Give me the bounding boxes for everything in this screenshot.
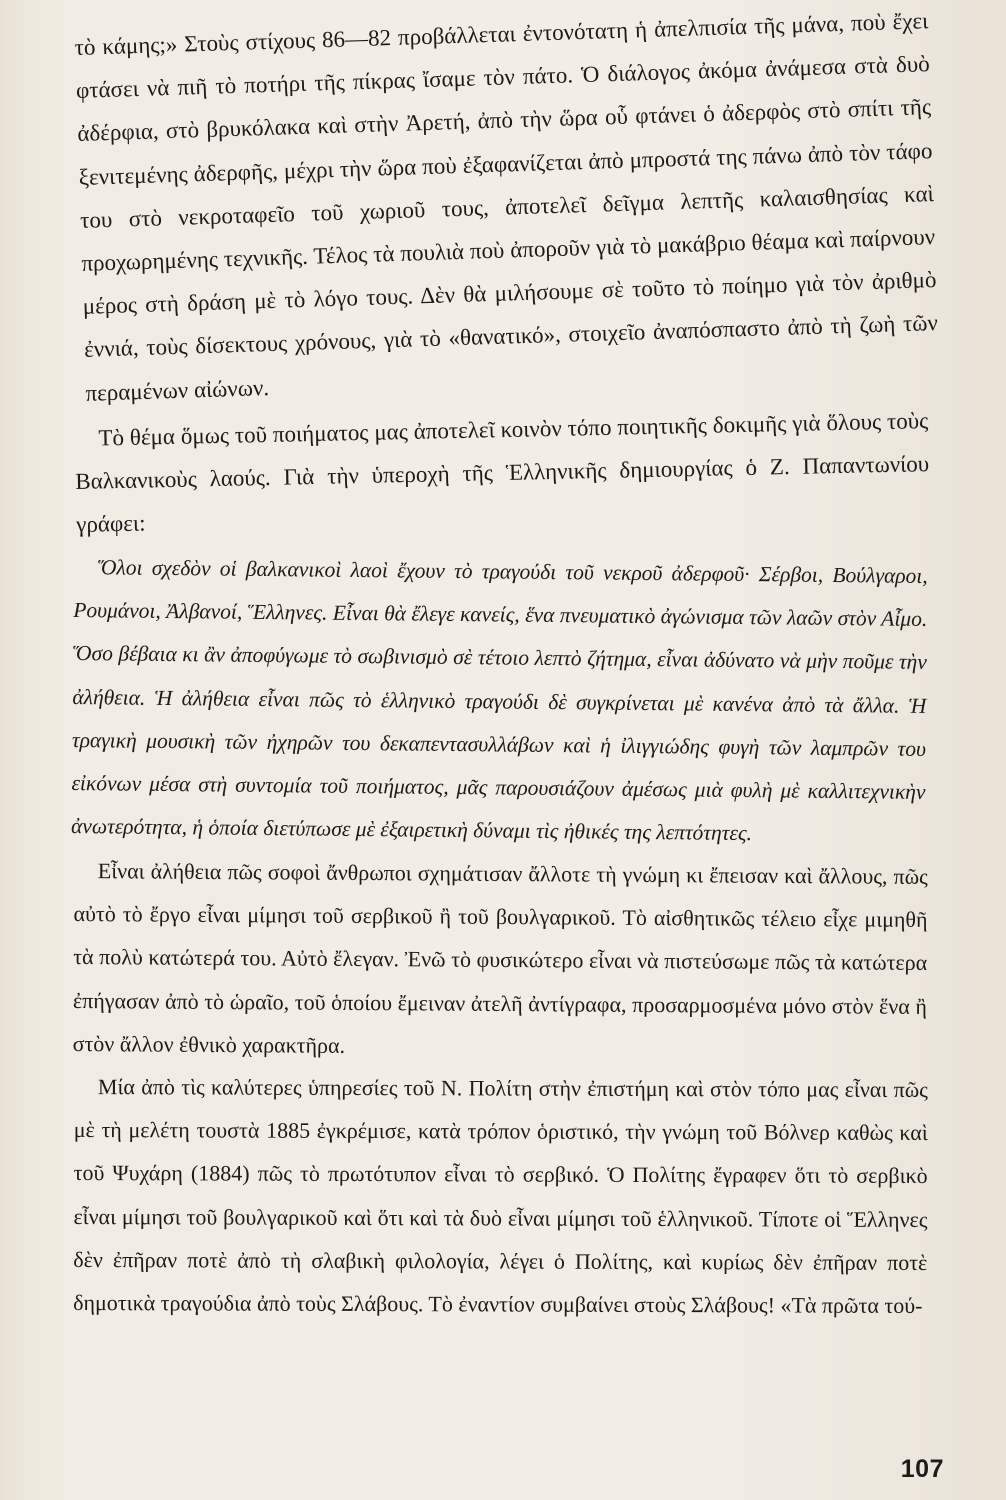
page-number: 107 [900, 1455, 944, 1483]
block-quote: Ὅλοι σχεδὸν οἱ βαλκανικοὶ λαοὶ ἔχουν τὸ τραγούδι τοῦ νεκροῦ ἀδερφοῦ· Σέρβοι, Βούλγαροι, Ρουμάνοι, Ἀλβανοί, Ἕλληνες. Εἶναι θὰ ἔλεγε κανείς, ἕνα πνευματικὸ ἀγώνισμα τῶν λαῶν στὸν Αἶμο. Ὅσο βέβαια κι ἂν ἀποφύγωμε τὸ σωβινισμὸ σὲ τέτοιο λεπτὸ ζήτημα, εἶναι ἀδύνατο νὰ μὴν ποῦμε τὴν ἀλήθεια. Ἡ ἀλήθεια εἶναι πῶς τὸ ἑλληνικὸ τραγούδι δὲ συγκρίνεται μὲ κανένα ἀπὸ τὰ ἄλλα. Ἡ τραγικὴ μουσικὴ τῶν ἠχηρῶν του δεκαπεντασυλλάβων καὶ ἡ ἰλιγγιώδης φυγὴ τῶν λαμπρῶν του εἰκόνων μέσα στὴ συντομία τοῦ ποιήματος, μᾶς παρουσιάζουν ἀμέσως μιὰ φυλὴ μὲ καλλιτεχνικὴν ἀνωτερότητα, ἡ ὁποία διετύπωσε μὲ ἐξαιρετικὴ δύναμι τὶς ἠθικές της λεπτότητες. [70, 555, 928, 846]
paragraph-2: Τὸ θέμα ὅμως τοῦ ποιήματος μας ἀποτελεῖ κοινὸν τόπο ποιητικῆς δοκιμῆς γιὰ ὅλους τοὺς Βαλκανικοὺς λαούς. Γιὰ τὴν ὑπεροχὴ τῆς Ἑλληνικῆς δημιουργίας ὁ Ζ. Παπαντωνίου γράφει: [75, 407, 930, 538]
paragraph-4: Μία ἀπὸ τὶς καλύτερες ὑπηρεσίες τοῦ Ν. Πολίτη στὴν ἐπιστήμη καὶ στὸν τόπο μας εἶναι πῶς μὲ τὴ μελέτη τουστὰ 1885 ἐγκρέμισε, κατὰ τρόπον ὁριστικό, τὴν γνώμη τοῦ Βόλνερ καθὼς καὶ τοῦ Ψυχάρη (1884) πῶς τὸ πρωτότυπον εἶναι τὸ σερβικό. Ὁ Πολίτης ἔγραφεν ὅτι τὸ σερβικὸ εἶναι μίμησι τοῦ βουλγαρικοῦ καὶ ὅτι καὶ τὰ δυὸ εἶναι μίμησι τοῦ ἑλληνικοῦ. Τίποτε οἱ Ἕλληνες δὲν ἐπῆραν ποτὲ ἀπὸ τὴ σλαβικὴ φιλολογία, λέγει ὁ Πολίτης, καὶ κυρίως δὲν ἐπῆραν ποτὲ δημοτικὰ τραγούδια ἀπὸ τοὺς Σλάβους. Τὸ ἐναντίον συμβαίνει στοὺς Σλάβους! «Τὰ πρῶτα τού- [73, 1073, 928, 1318]
paragraph-3: Εἶναι ἀλήθεια πῶς σοφοὶ ἄνθρωποι σχημάτισαν ἄλλοτε τὴ γνώμη κι ἔπεισαν καὶ ἄλλους, πῶς αὐτὸ τὸ ἔργο εἶναι μίμησι τοῦ σερβικοῦ ἢ τοῦ βουλγαρικοῦ. Τὸ αἰσθητικῶς τέλειο εἶχε μιμηθῆ τὰ πολὺ κατώτερά του. Αὐτὸ ἔλεγαν. Ἐνῶ τὸ φυσικώτερο εἶναι νὰ πιστεύσωμε πῶς τὰ κατώτερα ἐπήγασαν ἀπὸ τὸ ὡραῖο, τοῦ ὁποίου ἔμειναν ἀτελῆ ἀντίγραφα, προσαρμοσμένα μόνο στὸν ἕνα ἢ στὸν ἄλλον ἐθνικὸ χαρακτῆρα. [72, 858, 928, 1058]
paragraph-1: τὸ κάμης;» Στοὺς στίχους 86—82 προβάλλεται ἐντονότατη ἡ ἀπελπισία τῆς μάνα, ποὺ ἔχει φτάσει νὰ πιῆ τὸ ποτήρι τῆς πίκρας ἴσαμε τὸν πάτο. Ὁ διάλογος ἀκόμα ἀνάμεσα στὰ δυὸ ἀδέρφια, στὸ βρυκόλακα καὶ στὴν Ἀρετή, ἀπὸ τὴν ὥρα οὗ φτάνει ὁ ἀδερφὸς στὸ σπίτι τῆς ξενιτεμένης ἀδερφῆς, μέχρι τὴν ὥρα ποὺ ἐξαφανίζεται ἀπὸ μπροστά της πάνω ἀπὸ τὸν τάφο του στὸ νεκροταφεῖο τοῦ χωριοῦ τους, ἀποτελεῖ δεῖγμα λεπτῆς καλαισθησίας καὶ προχωρημένης τεχνικῆς. Τέλος τὰ πουλιὰ ποὺ ἀποροῦν γιὰ τὸ μακάβριο θέαμα καὶ παίρνουν μέρος στὴ δράση μὲ τὸ λόγο τους. Δὲν θὰ μιλήσουμε σὲ τοῦτο τὸ ποίημο γιὰ τὸν ἀριθμὸ ἐννιά, τοὺς δίσεκτους χρόνους, γιὰ τὸ «θανατικό», στοιχεῖο ἀναπόσπαστο ἀπὸ τὴ ζωὴ τῶν περαμένων αἰώνων. [74, 8, 939, 406]
